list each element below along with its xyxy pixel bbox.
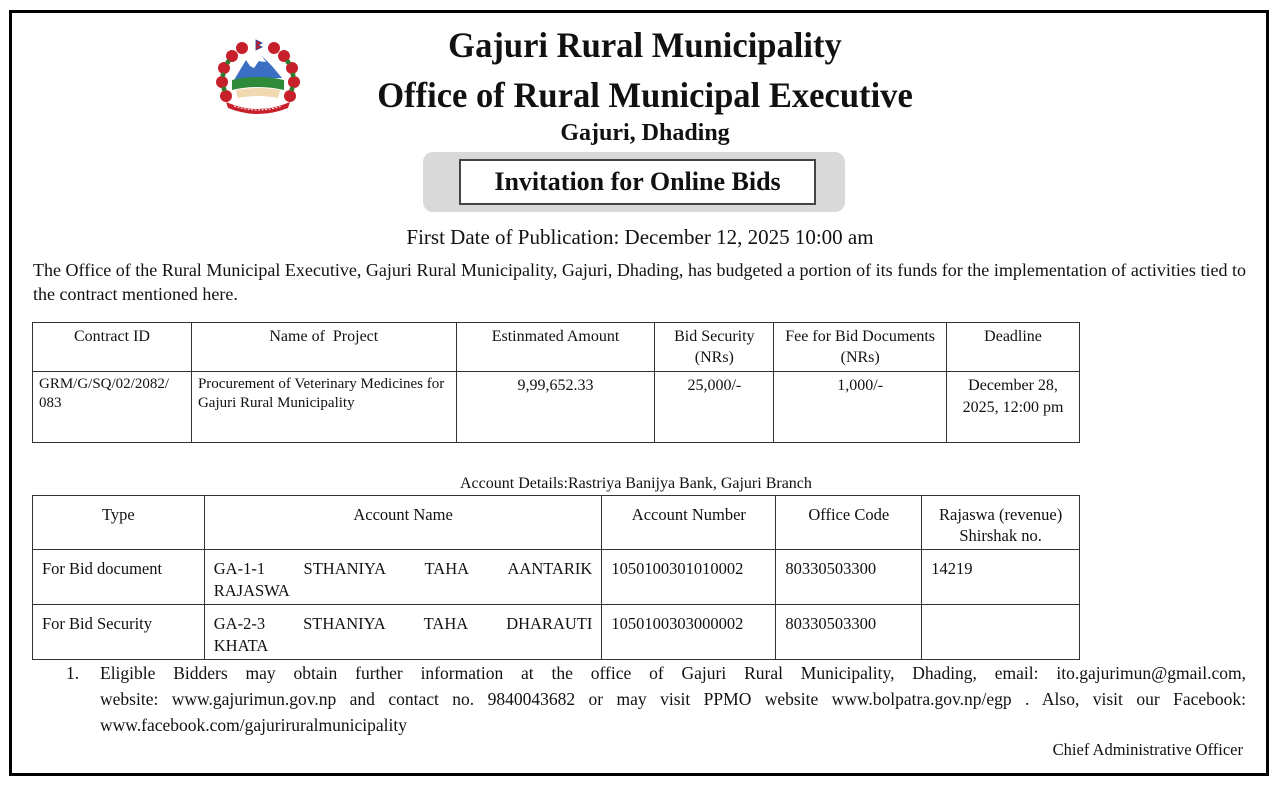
contract-table-header <box>33 323 1080 372</box>
account-type: For Bid document <box>33 550 205 605</box>
header-office-code: Office Code <box>776 496 922 550</box>
note-line: Eligible Bidders may obtain further information at the office of Gajuri Rural Municipality, Dhading, email: ito.gajurimun@gmail.com, <box>100 663 1246 683</box>
publication-date: First Date of Publication: December 12, 2025 10:00 am <box>406 225 874 249</box>
account-number: 1050100301010002 <box>602 550 776 605</box>
account-table-header <box>33 496 1080 550</box>
bid-security: 25,000/- <box>655 372 774 443</box>
account-name-word: AANTARIK <box>507 559 593 578</box>
header-project-name: Name of Project <box>191 323 456 372</box>
header-estimated-amount: Estinmated Amount <box>456 323 655 372</box>
signature: Chief Administrative Officer <box>1052 740 1243 759</box>
note-line: website: www.gajurimun.gov.np and contact no. 9840043682 or may visit PPMO website www.bolpatra.gov.np/egp . Also, visit our Facebook: <box>100 689 1246 709</box>
contract-id: GRM/G/SQ/02/2082/ 083 <box>33 372 192 443</box>
account-name-word: DHARAUTI <box>506 614 593 633</box>
account-type: For Bid Security <box>33 605 205 660</box>
header-shirshak: Rajaswa (revenue) Shirshak no. <box>922 496 1080 550</box>
account-table <box>32 495 1080 660</box>
project-name: Procurement of Veterinary Medicines for Gajuri Rural Municipality <box>191 372 456 443</box>
notice-title: Invitation for Online Bids <box>459 159 816 205</box>
header-deadline: Deadline <box>947 323 1080 372</box>
header-account-name: Account Name <box>204 496 602 550</box>
table-row <box>33 372 1080 443</box>
note-number: 1. <box>66 663 80 683</box>
deadline: December 28, 2025, 12:00 pm <box>947 372 1080 443</box>
account-name-word: TAHA <box>424 559 470 578</box>
account-name-word: STHANIYA <box>303 559 387 578</box>
header-account-number: Account Number <box>602 496 776 550</box>
header-type: Type <box>33 496 205 550</box>
account-details-caption: Account Details:Rastriya Banijya Bank, Gajuri Branch <box>460 475 812 492</box>
intro-paragraph: The Office of the Rural Municipal Executive, Gajuri Rural Municipality, Gajuri, Dhading, has budgeted a portion of its funds for the implementation of activities tied to the contract mentioned here. <box>33 260 1246 304</box>
contract-table <box>32 322 1080 443</box>
header-bid-fee: Fee for Bid Documents (NRs) <box>774 323 947 372</box>
bid-fee: 1,000/- <box>774 372 947 443</box>
account-name-word: STHANIYA <box>303 614 386 633</box>
office-title: Office of Rural Municipal Executive <box>377 75 913 115</box>
table-row <box>33 550 1080 605</box>
account-name-word: TAHA <box>423 614 469 633</box>
shirshak-number: 14219 <box>922 550 1080 605</box>
location-subtitle: Gajuri, Dhading <box>560 120 730 146</box>
account-name-word: GA-1-1 <box>213 559 266 578</box>
table-row <box>33 605 1080 660</box>
shirshak-number <box>922 605 1080 660</box>
facebook-link[interactable]: www.facebook.com/gajuriruralmunicipality <box>100 715 407 735</box>
account-name-line2: KHATA <box>213 636 269 655</box>
account-name-word: GA-2-3 <box>213 614 266 633</box>
estimated-amount: 9,99,652.33 <box>456 372 655 443</box>
municipality-title: Gajuri Rural Municipality <box>448 25 842 65</box>
account-name-line2: RAJASWA <box>213 581 290 600</box>
header-contract-id: Contract ID <box>33 323 192 372</box>
account-name <box>204 605 602 660</box>
note-item <box>100 660 1246 738</box>
notes-list <box>66 660 1246 738</box>
account-name <box>204 550 602 605</box>
office-code: 80330503300 <box>776 550 922 605</box>
account-number: 1050100303000002 <box>602 605 776 660</box>
office-code: 80330503300 <box>776 605 922 660</box>
header-bid-security: Bid Security (NRs) <box>655 323 774 372</box>
